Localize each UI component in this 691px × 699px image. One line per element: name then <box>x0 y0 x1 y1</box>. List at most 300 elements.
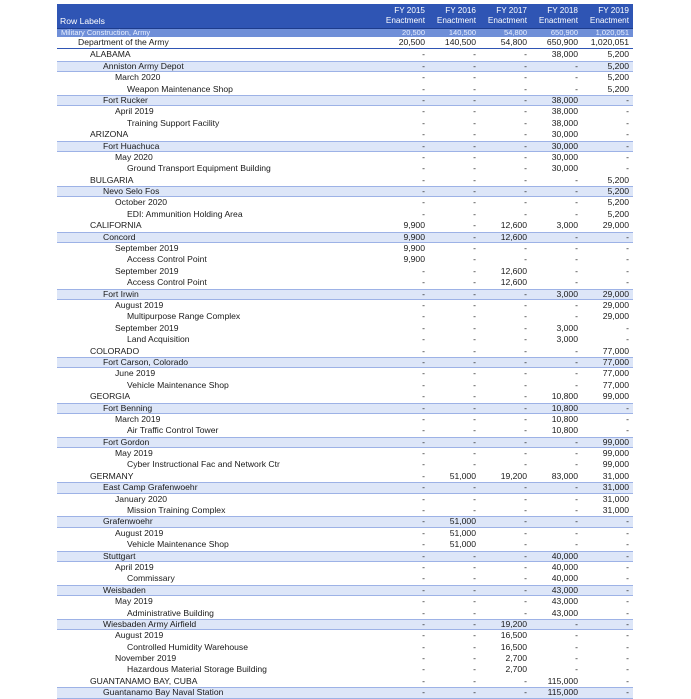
table-row[interactable] <box>57 311 633 322</box>
cell-value: - <box>575 618 578 629</box>
row-label: CALIFORNIA <box>90 220 142 231</box>
column-header-fy2019 <box>582 4 633 28</box>
cell-value: 30,000 <box>551 151 578 162</box>
cell-value: - <box>575 72 578 83</box>
cell-value: - <box>575 345 578 356</box>
cell-value: - <box>473 618 476 629</box>
cell-value: 29,000 <box>602 288 629 299</box>
cell-value: 9,900 <box>403 231 425 242</box>
cell-value: 40,000 <box>551 550 578 561</box>
cell-value: - <box>422 334 425 345</box>
cell-value: - <box>626 539 629 550</box>
cell-value: - <box>422 140 425 151</box>
cell-value: - <box>422 265 425 276</box>
cell-value: - <box>575 277 578 288</box>
table-row[interactable] <box>57 528 633 539</box>
cell-value: 29,000 <box>602 311 629 322</box>
row-label: Wiesbaden Army Airfield <box>103 619 197 629</box>
cell-value: - <box>575 448 578 459</box>
cell-value: - <box>575 641 578 652</box>
cell-value: - <box>575 174 578 185</box>
cell-value: - <box>422 539 425 550</box>
cell-value: - <box>524 94 527 105</box>
cell-value: - <box>422 94 425 105</box>
table-row[interactable] <box>57 37 633 49</box>
cell-value: - <box>575 482 578 493</box>
table-row[interactable] <box>57 129 633 140</box>
table-row[interactable] <box>57 106 633 117</box>
cell-value: - <box>575 311 578 322</box>
table-row[interactable] <box>57 346 633 357</box>
cell-value: - <box>473 482 476 493</box>
cell-value: - <box>422 516 425 527</box>
cell-value: 38,000 <box>551 94 578 105</box>
cell-value: 31,000 <box>602 505 629 516</box>
cell-value: - <box>626 425 629 436</box>
cell-value: - <box>524 197 527 208</box>
cell-value: - <box>575 265 578 276</box>
cell-value: 3,000 <box>556 220 578 231</box>
cell-value: - <box>473 379 476 390</box>
table-row[interactable] <box>57 209 633 220</box>
cell-value: - <box>524 334 527 345</box>
table-row[interactable] <box>57 573 633 584</box>
cell-value: - <box>626 618 629 629</box>
cell-value: 43,000 <box>551 607 578 618</box>
cell-value: 3,000 <box>556 288 578 299</box>
cell-value: - <box>473 413 476 424</box>
cell-value: - <box>422 402 425 413</box>
cell-value: 83,000 <box>551 470 578 481</box>
cell-value: - <box>524 425 527 436</box>
cell-value: - <box>473 72 476 83</box>
table-row[interactable] <box>57 232 633 243</box>
cell-value: - <box>626 413 629 424</box>
cell-value: - <box>575 516 578 527</box>
cell-value: - <box>524 596 527 607</box>
cell-value: - <box>626 641 629 652</box>
cell-value: - <box>422 561 425 572</box>
cell-value: - <box>626 231 629 242</box>
cell-value: 38,000 <box>551 117 578 128</box>
cell-value: - <box>473 254 476 265</box>
cell-value: - <box>422 584 425 595</box>
row-label: COLORADO <box>90 345 140 356</box>
grand-total-value: 1,020,051 <box>595 28 629 37</box>
row-label: Vehicle Maintenance Shop <box>127 379 229 390</box>
cell-value: - <box>626 265 629 276</box>
cell-value: - <box>422 675 425 686</box>
row-label: August 2019 <box>115 630 164 641</box>
row-label: Grafenwoehr <box>103 517 153 527</box>
table-row[interactable] <box>57 49 633 60</box>
cell-value: - <box>524 151 527 162</box>
pivot-table <box>57 4 633 699</box>
cell-value: - <box>422 391 425 402</box>
cell-value: - <box>422 129 425 140</box>
cell-value: - <box>626 516 629 527</box>
cell-value: - <box>422 368 425 379</box>
cell-value: - <box>575 197 578 208</box>
cell-value: - <box>422 299 425 310</box>
cell-value: - <box>626 675 629 686</box>
table-row[interactable] <box>57 687 633 698</box>
cell-value: - <box>473 402 476 413</box>
table-row[interactable] <box>57 619 633 630</box>
cell-value: 38,000 <box>551 106 578 117</box>
column-header-fy2018 <box>531 4 582 28</box>
cell-value: - <box>422 493 425 504</box>
cell-value: - <box>626 129 629 140</box>
cell-value: - <box>422 72 425 83</box>
cell-value: - <box>422 436 425 447</box>
cell-value: - <box>422 277 425 288</box>
table-row[interactable] <box>57 323 633 334</box>
table-row[interactable] <box>57 84 633 95</box>
table-row[interactable] <box>57 186 633 197</box>
cell-value: - <box>626 106 629 117</box>
cell-value: 40,000 <box>551 561 578 572</box>
row-label: August 2019 <box>115 299 164 310</box>
cell-value: - <box>473 288 476 299</box>
table-row[interactable] <box>57 596 633 607</box>
row-label: Hazardous Material Storage Building <box>127 664 267 675</box>
cell-value: - <box>473 311 476 322</box>
table-row[interactable] <box>57 494 633 505</box>
cell-value: - <box>524 413 527 424</box>
row-label: March 2019 <box>115 413 161 424</box>
cell-value: - <box>473 687 476 698</box>
table-row[interactable] <box>57 197 633 208</box>
row-label: Stuttgart <box>103 551 136 561</box>
cell-value: - <box>524 311 527 322</box>
table-row[interactable] <box>57 289 633 300</box>
cell-value: - <box>422 527 425 538</box>
cell-value: 3,000 <box>556 334 578 345</box>
row-label: September 2019 <box>115 243 179 254</box>
row-label: Training Support Facility <box>127 117 220 128</box>
table-row[interactable] <box>57 72 633 83</box>
cell-value: 99,000 <box>602 459 629 470</box>
table-row[interactable] <box>57 391 633 402</box>
cell-value: - <box>473 231 476 242</box>
table-row[interactable] <box>57 516 633 527</box>
cell-value: - <box>473 630 476 641</box>
table-row[interactable] <box>57 459 633 470</box>
grand-total-value: 20,500 <box>402 28 425 37</box>
cell-value: - <box>524 391 527 402</box>
table-row[interactable] <box>57 243 633 254</box>
table-row[interactable] <box>57 551 633 562</box>
row-label: Concord <box>103 232 136 242</box>
cell-value: - <box>524 436 527 447</box>
column-header-fy2015 <box>375 4 429 28</box>
cell-value: - <box>473 493 476 504</box>
cell-value: - <box>575 243 578 254</box>
cell-value: 19,200 <box>500 618 527 629</box>
table-row[interactable] <box>57 266 633 277</box>
row-label: April 2019 <box>115 561 154 572</box>
cell-value: 9,900 <box>403 220 425 231</box>
cell-value: - <box>626 664 629 675</box>
table-row[interactable] <box>57 562 633 573</box>
cell-value: - <box>524 345 527 356</box>
cell-value: - <box>524 482 527 493</box>
row-label: September 2019 <box>115 265 179 276</box>
table-row[interactable] <box>57 175 633 186</box>
cell-value: - <box>422 117 425 128</box>
cell-value: - <box>524 687 527 698</box>
cell-value: - <box>473 459 476 470</box>
row-label: June 2019 <box>115 368 156 379</box>
table-row[interactable] <box>57 585 633 596</box>
cell-value: - <box>575 630 578 641</box>
cell-value: - <box>626 630 629 641</box>
cell-value: - <box>473 675 476 686</box>
column-kind: Enactment <box>385 16 425 25</box>
cell-value: - <box>575 539 578 550</box>
cell-value: - <box>524 163 527 174</box>
table-row[interactable] <box>57 403 633 414</box>
cell-value: - <box>524 379 527 390</box>
cell-value: - <box>524 288 527 299</box>
row-label: November 2019 <box>115 653 177 664</box>
cell-value: 10,800 <box>551 402 578 413</box>
cell-value: - <box>422 470 425 481</box>
table-row[interactable] <box>57 300 633 311</box>
cell-value: - <box>575 60 578 71</box>
table-row[interactable] <box>57 357 633 368</box>
column-header-fy2016 <box>429 4 480 28</box>
cell-value: - <box>524 584 527 595</box>
cell-value: - <box>422 197 425 208</box>
cell-value: - <box>524 493 527 504</box>
cell-value: - <box>524 117 527 128</box>
cell-value: - <box>422 596 425 607</box>
table-row[interactable] <box>57 608 633 619</box>
cell-value: - <box>524 448 527 459</box>
table-row[interactable] <box>57 505 633 516</box>
table-row[interactable] <box>57 425 633 436</box>
row-label: Access Control Point <box>127 254 207 265</box>
cell-value: - <box>626 334 629 345</box>
cell-value: - <box>473 106 476 117</box>
cell-value: - <box>473 561 476 572</box>
cell-value: - <box>422 653 425 664</box>
cell-value: - <box>626 151 629 162</box>
cell-value: - <box>575 186 578 197</box>
cell-value: - <box>473 197 476 208</box>
table-row[interactable] <box>57 539 633 550</box>
table-row[interactable] <box>57 334 633 345</box>
cell-value: - <box>524 129 527 140</box>
cell-value: 31,000 <box>602 482 629 493</box>
cell-value: - <box>524 186 527 197</box>
cell-value: - <box>626 254 629 265</box>
cell-value: - <box>626 322 629 333</box>
cell-value: - <box>524 573 527 584</box>
cell-value: - <box>524 208 527 219</box>
table-row[interactable] <box>57 141 633 152</box>
cell-value: - <box>473 368 476 379</box>
table-row[interactable] <box>57 61 633 72</box>
cell-value: - <box>473 425 476 436</box>
cell-value: - <box>575 527 578 538</box>
cell-value: 5,200 <box>607 72 629 83</box>
cell-value: - <box>473 83 476 94</box>
cell-value: - <box>524 550 527 561</box>
cell-value: 5,200 <box>607 83 629 94</box>
row-labels-header[interactable]: Row Labels <box>60 16 105 26</box>
table-row[interactable] <box>57 664 633 675</box>
cell-value: - <box>473 151 476 162</box>
grand-total-value: 140,500 <box>448 28 476 37</box>
cell-value: - <box>473 208 476 219</box>
row-label: Ground Transport Equipment Building <box>127 163 271 174</box>
table-row[interactable] <box>57 152 633 163</box>
cell-value: - <box>473 550 476 561</box>
table-row[interactable] <box>57 163 633 174</box>
column-year: FY 2019 <box>598 5 629 15</box>
row-label: Fort Gordon <box>103 437 150 447</box>
table-row[interactable] <box>57 676 633 687</box>
cell-value: - <box>473 129 476 140</box>
cell-value: 1,020,051 <box>590 37 629 47</box>
row-label: Guantanamo Bay Naval Station <box>103 688 224 698</box>
cell-value: 31,000 <box>602 470 629 481</box>
cell-value: - <box>422 550 425 561</box>
cell-value: - <box>473 186 476 197</box>
table-header <box>57 4 633 29</box>
cell-value: 5,200 <box>607 208 629 219</box>
cell-value: - <box>473 220 476 231</box>
cell-value: 9,900 <box>403 254 425 265</box>
table-row[interactable] <box>57 471 633 482</box>
table-row[interactable] <box>57 437 633 448</box>
cell-value: - <box>626 607 629 618</box>
cell-value: - <box>524 607 527 618</box>
row-label: GERMANY <box>90 470 134 481</box>
table-row[interactable] <box>57 414 633 425</box>
cell-value: 99,000 <box>602 436 629 447</box>
cell-value: - <box>575 505 578 516</box>
cell-value: 51,000 <box>449 470 476 481</box>
table-row[interactable] <box>57 254 633 265</box>
cell-value: - <box>422 641 425 652</box>
cell-value: 9,900 <box>403 243 425 254</box>
cell-value: - <box>422 482 425 493</box>
cell-value: - <box>473 573 476 584</box>
column-kind: Enactment <box>538 16 578 25</box>
grand-total-value: 650,900 <box>550 28 578 37</box>
cell-value: - <box>524 527 527 538</box>
cell-value: - <box>524 356 527 367</box>
row-label: Fort Benning <box>103 403 153 413</box>
table-row[interactable] <box>57 368 633 379</box>
cell-value: 99,000 <box>602 448 629 459</box>
cell-value: - <box>524 516 527 527</box>
row-label: Controlled Humidity Warehouse <box>127 641 249 652</box>
cell-value: - <box>575 436 578 447</box>
cell-value: 12,600 <box>500 265 527 276</box>
cell-value: 51,000 <box>449 527 476 538</box>
row-label: May 2020 <box>115 151 153 162</box>
cell-value: - <box>524 174 527 185</box>
cell-value: - <box>422 573 425 584</box>
table-row[interactable] <box>57 95 633 106</box>
cell-value: - <box>575 493 578 504</box>
cell-value: 43,000 <box>551 584 578 595</box>
cell-value: - <box>422 106 425 117</box>
cell-value: - <box>473 436 476 447</box>
cell-value: 77,000 <box>602 379 629 390</box>
grand-total-value: 54,800 <box>504 28 527 37</box>
table-row[interactable] <box>57 653 633 664</box>
cell-value: - <box>422 163 425 174</box>
table-row[interactable] <box>57 642 633 653</box>
table-row[interactable] <box>57 220 633 231</box>
table-row[interactable] <box>57 380 633 391</box>
cell-value: - <box>473 140 476 151</box>
cell-value: 2,700 <box>505 664 527 675</box>
cell-value: - <box>473 448 476 459</box>
table-row[interactable] <box>57 630 633 641</box>
cell-value: - <box>422 151 425 162</box>
row-label: Department of the Army <box>78 37 169 47</box>
cell-value: - <box>473 653 476 664</box>
cell-value: - <box>575 368 578 379</box>
cell-value: - <box>524 675 527 686</box>
cell-value: 40,000 <box>551 573 578 584</box>
column-header-fy2017 <box>480 4 531 28</box>
cell-value: 77,000 <box>602 345 629 356</box>
table-row[interactable] <box>57 448 633 459</box>
cell-value: 140,500 <box>444 37 476 47</box>
cell-value: - <box>575 83 578 94</box>
cell-value: - <box>422 630 425 641</box>
cell-value: - <box>626 117 629 128</box>
grand-total-row[interactable] <box>57 29 633 37</box>
cell-value: 5,200 <box>607 174 629 185</box>
cell-value: 30,000 <box>551 163 578 174</box>
cell-value: - <box>575 208 578 219</box>
cell-value: 77,000 <box>602 368 629 379</box>
cell-value: - <box>422 49 425 60</box>
cell-value: - <box>626 243 629 254</box>
cell-value: - <box>524 459 527 470</box>
cell-value: - <box>422 607 425 618</box>
table-row[interactable] <box>57 482 633 493</box>
row-label: Administrative Building <box>127 607 214 618</box>
table-row[interactable] <box>57 118 633 129</box>
cell-value: - <box>626 561 629 572</box>
cell-value: 20,500 <box>398 37 425 47</box>
row-label: Land Acquisition <box>127 334 190 345</box>
cell-value: - <box>422 664 425 675</box>
row-label: EDI: Ammunition Holding Area <box>127 208 243 219</box>
cell-value: - <box>626 94 629 105</box>
cell-value: - <box>473 49 476 60</box>
cell-value: - <box>422 379 425 390</box>
cell-value: - <box>575 653 578 664</box>
cell-value: 30,000 <box>551 140 578 151</box>
cell-value: - <box>626 277 629 288</box>
row-label: January 2020 <box>115 493 168 504</box>
cell-value: 77,000 <box>602 356 629 367</box>
cell-value: 54,800 <box>500 37 527 47</box>
table-row[interactable] <box>57 277 633 288</box>
cell-value: - <box>422 356 425 367</box>
